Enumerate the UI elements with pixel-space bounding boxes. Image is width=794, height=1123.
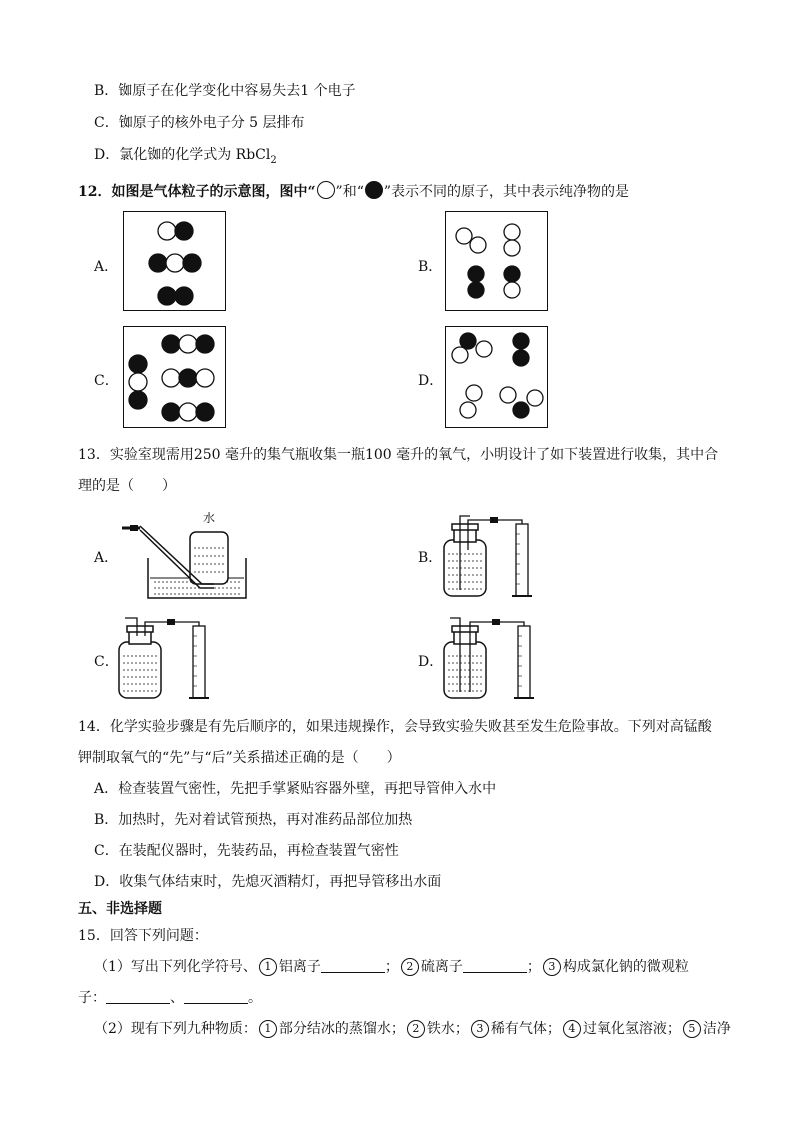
blank-sulfide-ion[interactable] bbox=[463, 958, 527, 973]
q14-stem-line1: 14．化学实验步骤是有先后顺序的，如果违规操作，会导致实验失败甚至发生危险事故。下列对高锰酸 bbox=[78, 719, 712, 735]
circled-number-1: 1 bbox=[259, 958, 277, 976]
q15-p1-a: （1）写出下列化学符号、 bbox=[94, 959, 257, 975]
q12-label-d: D． bbox=[418, 373, 444, 389]
black-atom-icon bbox=[365, 181, 383, 199]
q11-option-c: C．铷原子的核外电子分 5 层排布 bbox=[94, 115, 305, 131]
q15-p1-i: 。 bbox=[248, 990, 262, 1006]
white-atom-icon bbox=[317, 181, 335, 199]
circled-number-4: 4 bbox=[563, 1020, 581, 1038]
circled-number-2: 2 bbox=[401, 958, 419, 976]
q12-particles-a bbox=[124, 212, 227, 312]
q12-particles-d bbox=[446, 327, 549, 429]
q15-part1-line2 bbox=[78, 989, 262, 1007]
q15-p2-d: 稀有气体； bbox=[490, 1021, 561, 1037]
q11-option-d bbox=[94, 146, 277, 170]
q15-part2-line1 bbox=[94, 1020, 731, 1038]
q13-apparatus-b bbox=[440, 510, 550, 600]
q12-label-c: C． bbox=[94, 373, 119, 389]
q13-water-label: 水 bbox=[203, 511, 216, 525]
q12-stem-a: 12．如图是气体粒子的示意图，图中“ bbox=[78, 184, 316, 200]
q12-stem-c: ”表示不同的原子，其中表示纯净物的是 bbox=[383, 184, 630, 200]
q15-p1-f: 构成氯化钠的微观粒 bbox=[562, 959, 689, 975]
section-title: 五、非选择题 bbox=[78, 901, 162, 917]
q15-p1-e: ； bbox=[526, 959, 541, 975]
q11-option-d-text: D．氯化铷的化学式为 RbCl bbox=[94, 147, 271, 163]
q11-option-b: B．铷原子在化学变化中容易失去1 个电子 bbox=[94, 83, 356, 99]
q14-option-b: B．加热时，先对着试管预热，再对准药品部位加热 bbox=[94, 812, 413, 828]
q15-p1-h: 、 bbox=[170, 990, 184, 1006]
q12-figure-b bbox=[445, 211, 548, 311]
blank-aluminium-ion[interactable] bbox=[321, 958, 385, 973]
q15-p1-c: ； bbox=[384, 959, 399, 975]
q12-particles-c bbox=[124, 327, 227, 429]
q14-option-c: C．在装配仪器时，先装药品，再检查装置气密性 bbox=[94, 843, 399, 859]
q13-apparatus-c bbox=[115, 612, 225, 702]
q12-stem bbox=[78, 181, 629, 201]
blank-nacl-particle-2[interactable] bbox=[184, 989, 248, 1004]
q15-p1-g: 子： bbox=[78, 990, 106, 1006]
q13-label-a: A． bbox=[94, 550, 119, 566]
q15-p1-d: 硫离子 bbox=[420, 959, 463, 975]
q14-stem-line2: 钾制取氧气的“先”与“后”关系描述正确的是（ ） bbox=[78, 750, 401, 766]
q12-particles-b bbox=[446, 212, 549, 312]
q15-p2-a: （2）现有下列九种物质： bbox=[94, 1021, 257, 1037]
q12-stem-b: ”和“ bbox=[335, 184, 364, 200]
q13-label-c: C． bbox=[94, 654, 119, 670]
q15-p1-b: 铝离子 bbox=[278, 959, 321, 975]
q15-p2-c: 铁水； bbox=[426, 1021, 469, 1037]
q15-p2-f: 洁净 bbox=[702, 1021, 731, 1037]
q12-figure-c bbox=[123, 326, 226, 428]
q13-stem-line2: 理的是（ ） bbox=[78, 478, 176, 494]
q12-label-a: A． bbox=[94, 259, 119, 275]
circled-number-2: 2 bbox=[407, 1020, 425, 1038]
circled-number-3: 3 bbox=[471, 1020, 489, 1038]
q15-p2-e: 过氧化氢溶液； bbox=[582, 1021, 681, 1037]
q14-option-d: D．收集气体结束时，先熄灭酒精灯，再把导管移出水面 bbox=[94, 874, 442, 890]
q15-part1-line1 bbox=[94, 958, 689, 976]
q13-label-b: B． bbox=[418, 550, 443, 566]
q12-figure-d bbox=[445, 326, 548, 428]
q15-p2-b: 部分结冰的蒸馏水； bbox=[278, 1021, 405, 1037]
q13-stem-line1: 13．实验室现需用250 毫升的集气瓶收集一瓶100 毫升的氧气，小明设计了如下装置进行收集，其中合 bbox=[78, 447, 719, 463]
blank-nacl-particle-1[interactable] bbox=[106, 989, 170, 1004]
circled-number-1: 1 bbox=[259, 1020, 277, 1038]
q13-apparatus-d bbox=[440, 612, 550, 702]
q13-apparatus-a bbox=[118, 518, 248, 603]
circled-number-5: 5 bbox=[683, 1020, 701, 1038]
q14-option-a: A．检查装置气密性，先把手掌紧贴容器外壁，再把导管伸入水中 bbox=[94, 781, 497, 797]
q15-stem: 15．回答下列问题： bbox=[78, 928, 208, 944]
q12-label-b: B． bbox=[418, 259, 443, 275]
q13-label-d: D． bbox=[418, 654, 444, 670]
q12-figure-a bbox=[123, 211, 226, 311]
circled-number-3: 3 bbox=[543, 958, 561, 976]
q11-option-d-subscript: 2 bbox=[270, 154, 277, 166]
